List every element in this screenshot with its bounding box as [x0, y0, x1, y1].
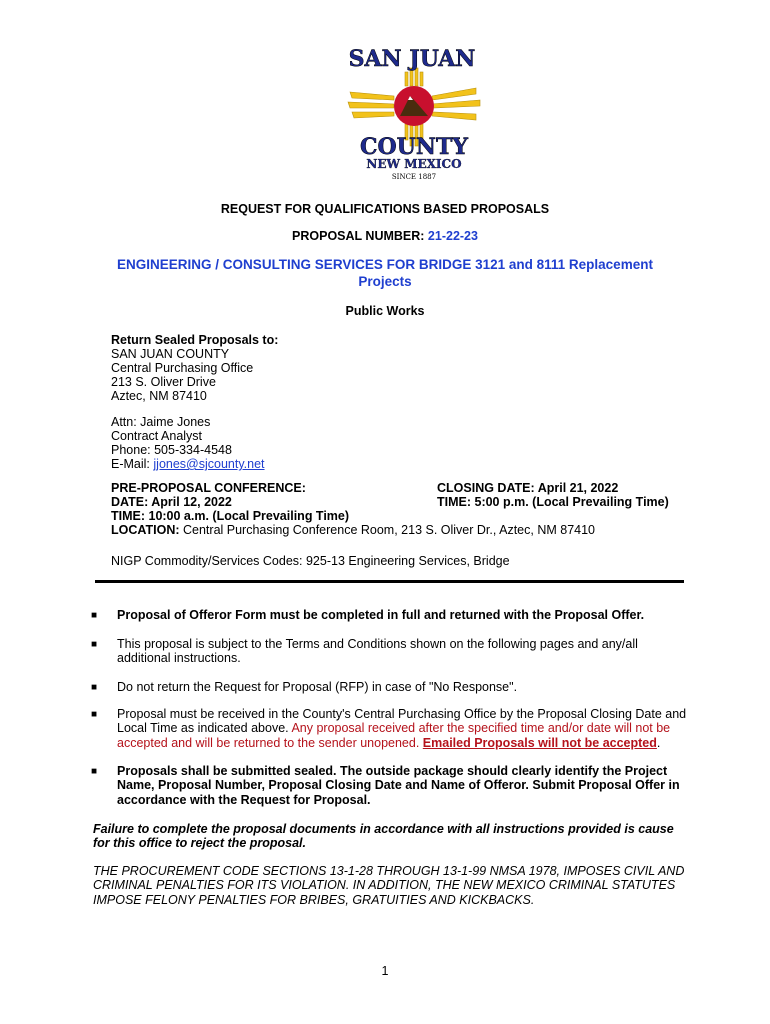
- proposal-number-value: 21-22-23: [427, 229, 478, 243]
- closing-date: CLOSING DATE: April 21, 2022: [437, 481, 619, 495]
- return-heading: Return Sealed Proposals to:: [111, 333, 279, 347]
- nigp-codes: NIGP Commodity/Services Codes: 925-13 Engineering Services, Bridge: [111, 554, 510, 568]
- logo-text-county: COUNTY: [359, 134, 469, 160]
- closing-time: TIME: 5:00 p.m. (Local Prevailing Time): [437, 495, 669, 509]
- closing-block: [437, 481, 669, 509]
- bullet-5-line1: Proposals shall be submitted sealed. The outside package should clearly identify the Project: [117, 764, 668, 778]
- conference-time: TIME: 10:00 a.m. (Local Prevailing Time): [111, 509, 350, 523]
- logo-text-new-mexico: NEW MEXICO: [366, 157, 462, 171]
- bullet-icon: ■: [91, 709, 98, 720]
- bullet-4-line2-black: Local Time as indicated above.: [117, 721, 289, 736]
- return-line-1: SAN JUAN COUNTY: [111, 347, 230, 361]
- return-line-3: 213 S. Oliver Drive: [111, 375, 216, 389]
- failure-line1: Failure to complete the proposal documents in accordance with all instructions provided is cause: [93, 822, 674, 836]
- return-line-4: Aztec, NM 87410: [111, 389, 207, 403]
- contact-title: Contract Analyst: [111, 429, 203, 443]
- procurement-line2: CRIMINAL PENALTIES FOR ITS VIOLATION. IN ADDITION, THE NEW MEXICO CRIMINAL STATUTES: [93, 878, 676, 893]
- bullet-4-text: [117, 707, 707, 750]
- bullet-5-line3: accordance with the Request for Proposal.: [117, 792, 371, 807]
- bullet-2-line1: This proposal is subject to the Terms and Conditions shown on the following pages and any/all: [117, 637, 638, 651]
- procurement-code-notice: [93, 864, 713, 907]
- bullet-icon: ■: [91, 639, 98, 650]
- conference-location-label: LOCATION:: [111, 523, 180, 537]
- procurement-line1: THE PROCUREMENT CODE SECTIONS 13-1-28 THROUGH 13-1-99 NMSA 1978, IMPOSES CIVIL AND: [93, 864, 685, 878]
- conference-date: DATE: April 12, 2022: [111, 495, 232, 509]
- project-title: [0, 256, 770, 290]
- bullet-3-text: Do not return the Request for Proposal (RFP) in case of "No Response".: [117, 680, 518, 694]
- bullet-icon: ■: [91, 610, 98, 621]
- logo-text-san-juan: SAN JUAN: [348, 46, 476, 72]
- bullet-2-line2: additional instructions.: [117, 651, 241, 666]
- contact-attn: Attn: Jaime Jones: [111, 415, 211, 429]
- bullet-5-line2: Name, Proposal Number, Proposal Closing Date and Name of Offeror. Submit Proposal Offer in: [117, 778, 680, 793]
- bullet-4-line3-end: .: [656, 735, 661, 750]
- bullet-4-line2: [117, 721, 707, 735]
- san-juan-county-logo: [330, 44, 494, 184]
- horizontal-divider: [95, 580, 684, 583]
- bullet-icon: ■: [91, 682, 98, 693]
- logo-text-since: SINCE 1887: [391, 173, 437, 181]
- bullet-4-line3: [117, 736, 707, 750]
- conference-location-line: [111, 523, 595, 537]
- contact-email-line: [111, 457, 265, 471]
- conference-heading: PRE-PROPOSAL CONFERENCE:: [111, 481, 306, 495]
- bullet-2-text: [117, 637, 707, 666]
- return-line-2: Central Purchasing Office: [111, 361, 254, 375]
- conference-location: Central Purchasing Conference Room, 213 S. Oliver Dr., Aztec, NM 87410: [183, 523, 595, 537]
- project-title-line2: Projects: [358, 274, 412, 289]
- contact-email-link[interactable]: jjones@sjcounty.net: [153, 457, 265, 471]
- bullet-icon: ■: [91, 766, 98, 777]
- proposal-number-line: [0, 229, 770, 243]
- page-number: 1: [381, 964, 389, 978]
- contact-email-label: E-Mail:: [111, 457, 150, 471]
- bullet-4-line1: Proposal must be received in the County's Central Purchasing Office by the Proposal Closing Date and: [117, 707, 687, 721]
- failure-notice: [93, 822, 713, 851]
- procurement-line3: IMPOSE FELONY PENALTIES FOR BRIBES, GRATUITIES AND KICKBACKS.: [93, 892, 535, 907]
- emailed-proposals-warning: Emailed Proposals will not be accepted: [422, 735, 657, 750]
- contact-phone: Phone: 505-334-4548: [111, 443, 232, 457]
- return-address-block: [111, 333, 278, 403]
- project-title-line1: ENGINEERING / CONSULTING SERVICES FOR BRIDGE 3121 and 8111 Replacement: [117, 257, 653, 272]
- proposal-number-label: PROPOSAL NUMBER:: [292, 229, 425, 243]
- bullet-5-text: [117, 764, 707, 807]
- failure-line2: for this office to reject the proposal.: [93, 836, 306, 851]
- request-type-heading: REQUEST FOR QUALIFICATIONS BASED PROPOSALS: [220, 202, 550, 216]
- zia-sun-emblem: [330, 44, 494, 184]
- bullet-4-line3-red: accepted and will be returned to the sender unopened.: [117, 735, 420, 750]
- department-label: Public Works: [345, 304, 425, 318]
- bullet-1-text: Proposal of Offeror Form must be completed in full and returned with the Proposal Offer.: [117, 608, 645, 622]
- bullet-4-line2-red: Any proposal received after the specified time and/or date will not be: [291, 721, 671, 736]
- contact-block: [111, 415, 265, 471]
